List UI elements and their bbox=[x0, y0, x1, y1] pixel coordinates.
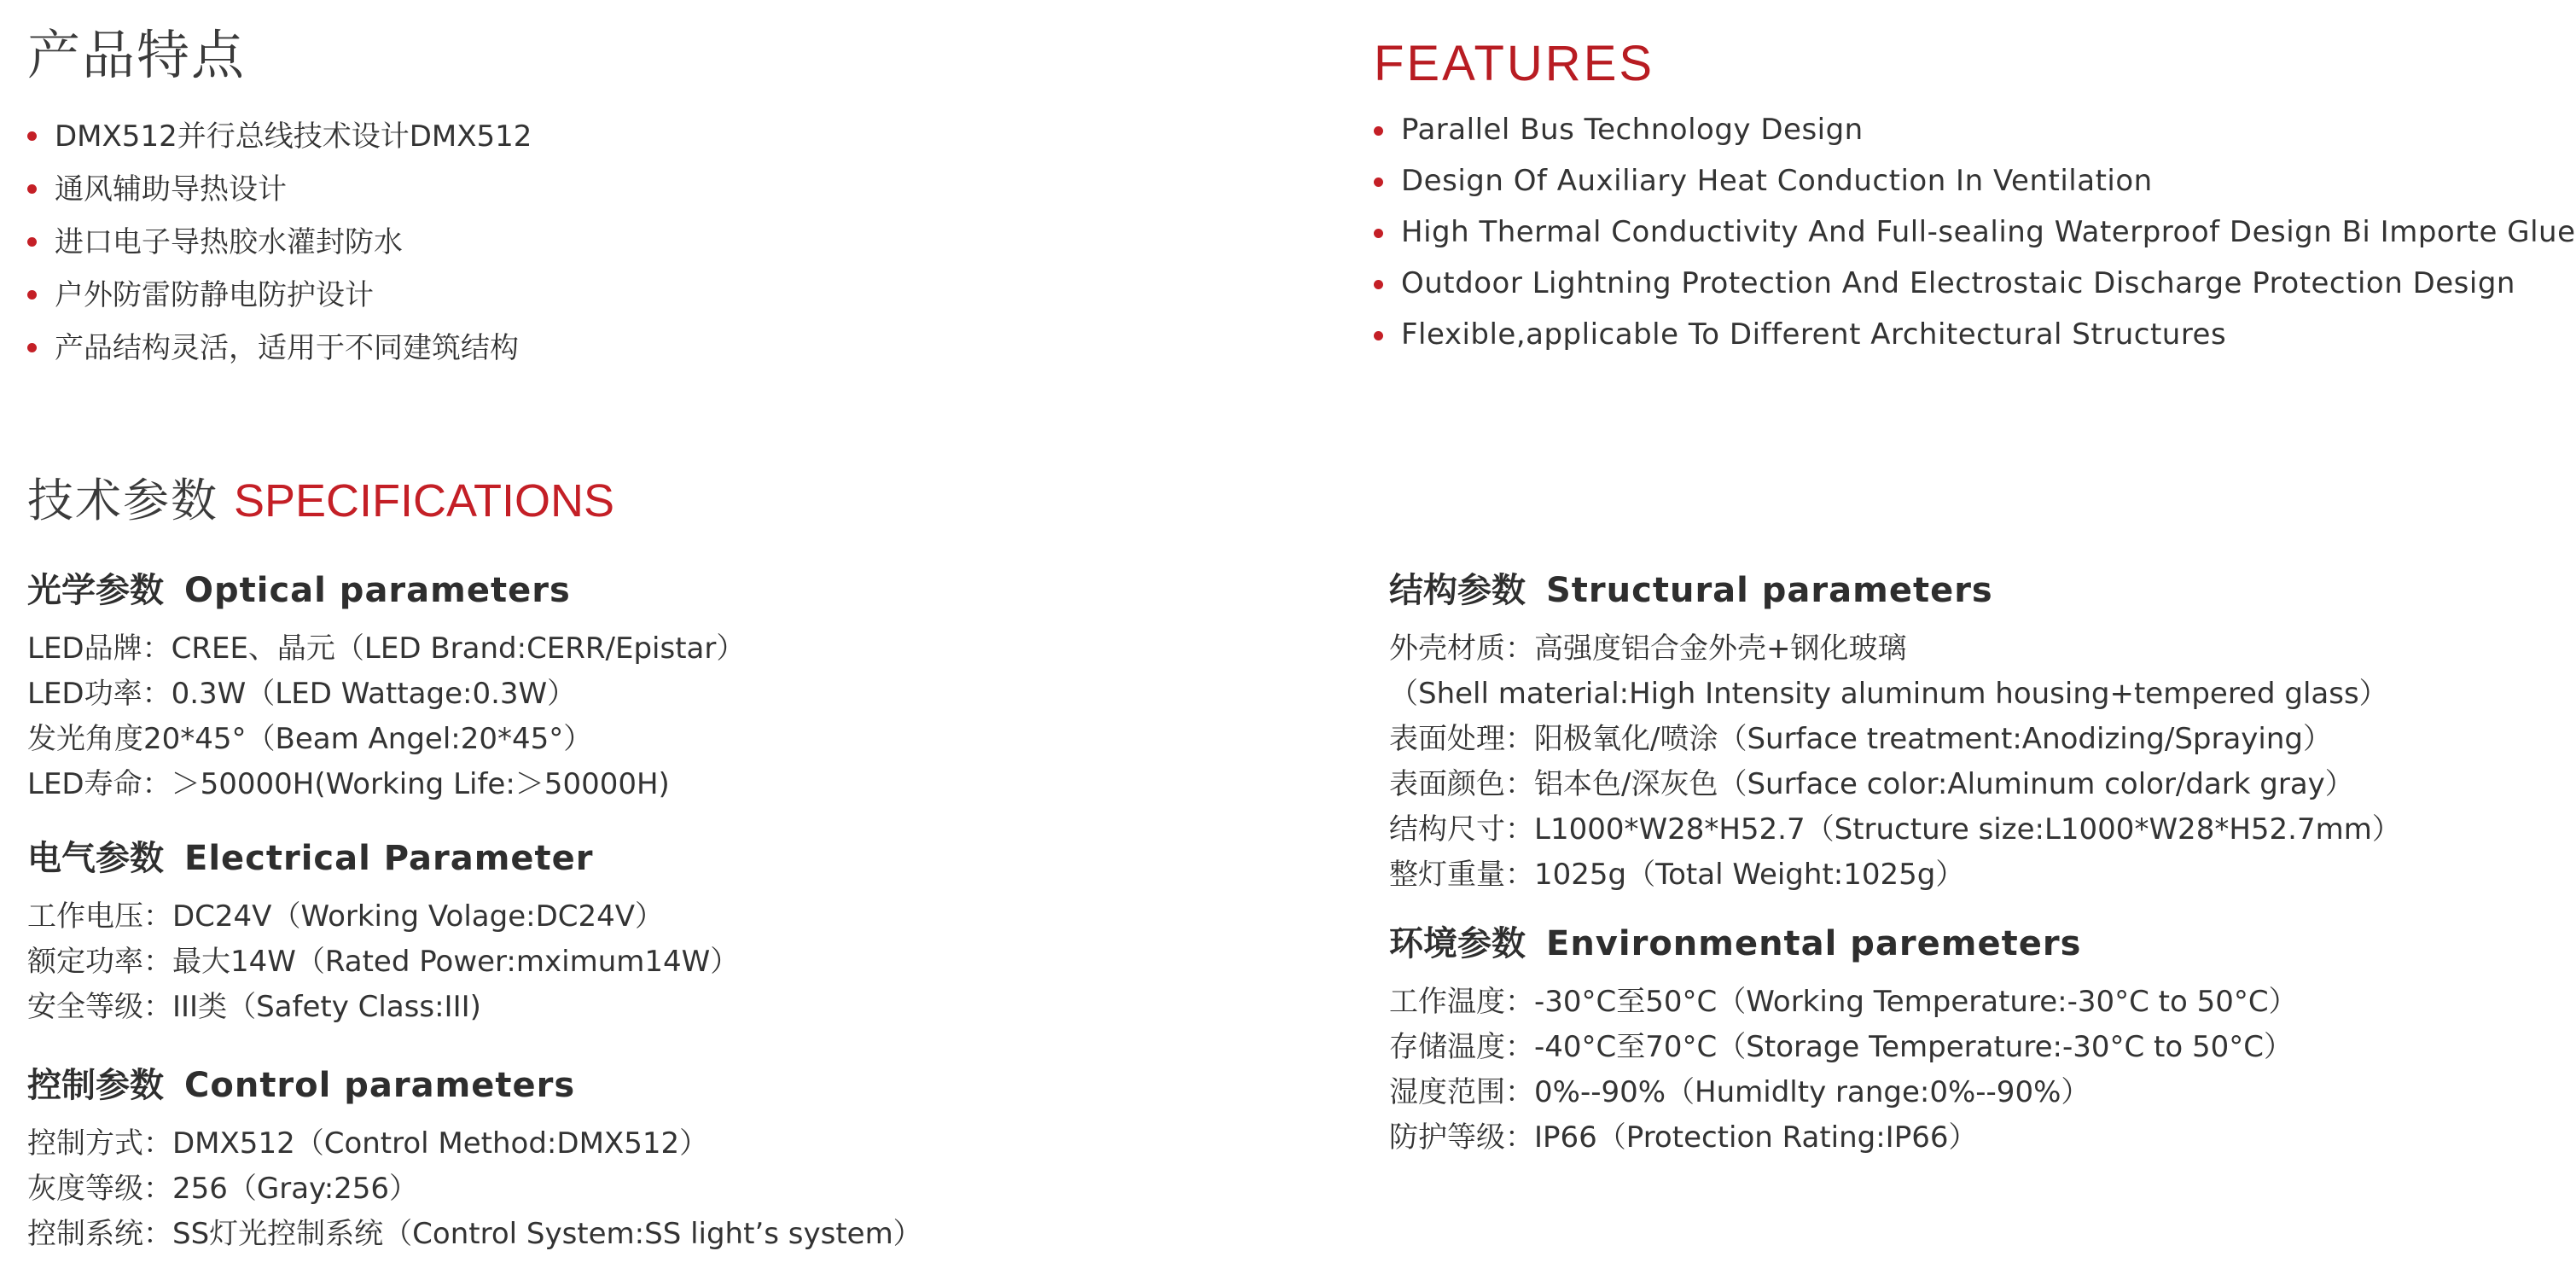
bullet-dot-icon bbox=[1374, 177, 1383, 187]
group-title bbox=[1389, 573, 2401, 608]
list-item bbox=[27, 275, 532, 328]
group-title-en: Optical parameters bbox=[184, 571, 571, 610]
spec-line: 结构尺寸：L1000*W28*H52.7（Structure size:L1000*W28*H52.7mm） bbox=[1389, 812, 2401, 847]
bullet-dot-icon bbox=[27, 290, 37, 300]
feature-text: Parallel Bus Technology Design bbox=[1401, 113, 1864, 147]
spec-line: （Shell material:High Intensity aluminum housing+tempered glass） bbox=[1389, 677, 2388, 711]
group-title-zh: 控制参数 bbox=[27, 1066, 164, 1105]
group-title-en: Environmental paremeters bbox=[1546, 924, 2082, 963]
list-item bbox=[1374, 265, 2515, 303]
bullet-dot-icon bbox=[1374, 331, 1383, 340]
specifications-title-en: SPECIFICATIONS bbox=[234, 475, 615, 527]
spec-line: 存储温度：-40°C至70°C（Storage Temperature:-30°C to 50°C） bbox=[1389, 1030, 2293, 1064]
spec-line: 表面处理：阳极氧化/喷涂（Surface treatment:Anodizing/Spraying） bbox=[1389, 722, 2332, 756]
group-title bbox=[27, 1068, 922, 1103]
optical-parameters-group bbox=[27, 573, 745, 807]
spec-line: 控制系统：SS灯光控制系统（Control System:SS light’s system） bbox=[27, 1217, 922, 1251]
feature-text: 户外防雷防静电防护设计 bbox=[55, 278, 374, 312]
spec-line: 防护等级：IP66（Protection Rating:IP66） bbox=[1389, 1120, 1978, 1155]
spec-line: LED品牌：CREE、晶元（LED Brand:CERR/Epistar） bbox=[27, 631, 746, 666]
feature-text: 通风辅助导热设计 bbox=[55, 172, 287, 207]
spec-line: 湿度范围：0%--90%（Humidlty range:0%--90%） bbox=[1389, 1075, 2090, 1109]
group-title-zh: 环境参数 bbox=[1389, 924, 1526, 963]
spec-line: 工作电压：DC24V（Working Volage:DC24V） bbox=[27, 899, 665, 934]
list-item bbox=[1374, 316, 2340, 354]
spec-line: 安全等级：III类（Safety Class:III) bbox=[27, 990, 481, 1024]
feature-text: 产品结构灵活，适用于不同建筑结构 bbox=[55, 331, 519, 365]
bullet-dot-icon bbox=[27, 184, 37, 194]
spec-line: 灰度等级：256（Gray:256） bbox=[27, 1172, 419, 1206]
bullet-dot-icon bbox=[1374, 280, 1383, 289]
bullet-dot-icon bbox=[1374, 126, 1383, 136]
group-title-en: Structural parameters bbox=[1546, 571, 1993, 610]
group-title-en: Control parameters bbox=[184, 1066, 576, 1105]
structural-parameters-group bbox=[1389, 573, 2401, 898]
features-list-zh bbox=[27, 116, 532, 381]
group-title-en: Electrical Parameter bbox=[184, 839, 594, 878]
feature-text: Design Of Auxiliary Heat Conduction In Ventilation bbox=[1401, 164, 2153, 198]
list-item bbox=[1374, 162, 2340, 201]
feature-text: Outdoor Lightning Protection And Electrostaic Discharge Protection Design bbox=[1401, 266, 2515, 300]
spec-line: LED功率：0.3W（LED Wattage:0.3W） bbox=[27, 677, 577, 711]
list-item bbox=[1374, 111, 2340, 149]
feature-text: DMX512并行总线技术设计DMX512 bbox=[55, 119, 532, 154]
group-title bbox=[1389, 924, 2298, 963]
group-title-zh: 结构参数 bbox=[1389, 571, 1526, 610]
group-title bbox=[27, 573, 745, 608]
feature-text: High Thermal Conductivity And Full-sealing Waterproof Design Bi Importe Glue bbox=[1401, 215, 2576, 249]
group-title bbox=[27, 841, 739, 876]
list-item bbox=[27, 222, 532, 275]
feature-text: Flexible,applicable To Different Architectural Structures bbox=[1401, 317, 2227, 352]
environmental-parameters-group bbox=[1389, 924, 2298, 1161]
spec-line: 额定功率：最大14W（Rated Power:mximum14W） bbox=[27, 945, 740, 979]
spec-line: 发光角度20*45°（Beam Angel:20*45°） bbox=[27, 722, 593, 756]
specifications-title-zh: 技术参数 bbox=[27, 474, 218, 527]
bullet-dot-icon bbox=[27, 131, 37, 141]
list-item bbox=[1374, 213, 2576, 252]
list-item bbox=[27, 169, 532, 222]
spec-line: 外壳材质：高强度铝合金外壳+钢化玻璃 bbox=[1389, 631, 1907, 666]
spec-line: 工作温度：-30°C至50°C（Working Temperature:-30°C to 50°C） bbox=[1389, 985, 2298, 1019]
specifications-heading bbox=[27, 474, 615, 527]
features-title-en: FEATURES bbox=[1374, 36, 1655, 91]
bullet-dot-icon bbox=[1374, 229, 1383, 238]
spec-line: 控制方式：DMX512（Control Method:DMX512） bbox=[27, 1126, 709, 1161]
spec-line: LED寿命：＞50000H(Working Life:＞50000H) bbox=[27, 767, 670, 801]
features-list-en bbox=[1374, 111, 2576, 367]
group-title-zh: 光学参数 bbox=[27, 571, 164, 610]
features-title-zh: 产品特点 bbox=[27, 24, 247, 86]
spec-line: 表面颜色：铝本色/深灰色（Surface color:Aluminum color/dark gray） bbox=[1389, 767, 2354, 801]
bullet-dot-icon bbox=[27, 343, 37, 352]
electrical-parameters-group bbox=[27, 841, 739, 1030]
list-item bbox=[27, 328, 532, 381]
control-parameters-group bbox=[27, 1068, 922, 1257]
feature-text: 进口电子导热胶水灌封防水 bbox=[55, 225, 403, 259]
group-title-zh: 电气参数 bbox=[27, 839, 164, 878]
bullet-dot-icon bbox=[27, 237, 37, 247]
spec-line: 整灯重量：1025g（Total Weight:1025g） bbox=[1389, 858, 1965, 892]
list-item bbox=[27, 116, 532, 169]
